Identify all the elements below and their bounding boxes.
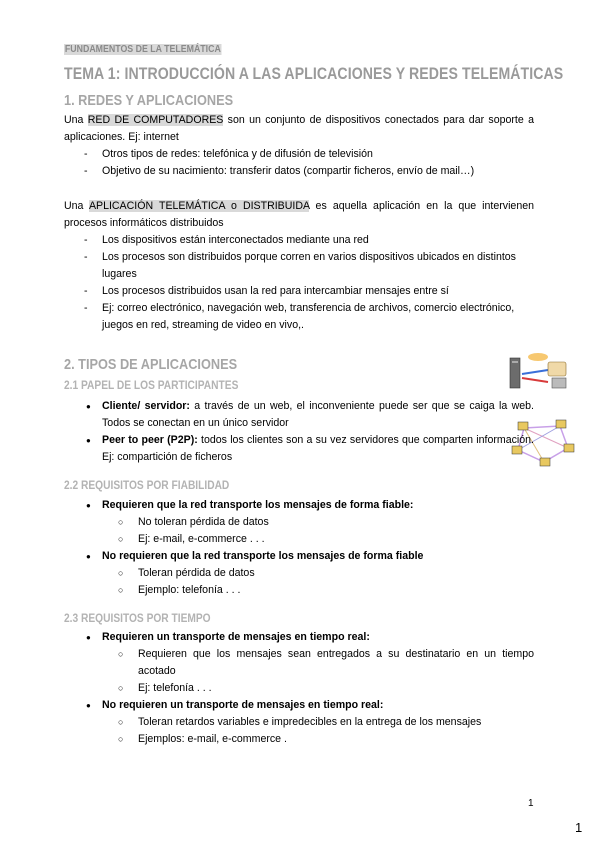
list-fiabilidad-2-sub	[118, 565, 534, 599]
list-item: ● No requieren un transporte de mensajes en tiempo real:	[84, 697, 534, 714]
list-fiabilidad-1-sub	[118, 514, 534, 548]
list-tiempo-2-sub	[118, 714, 534, 748]
highlight-aplicacion: APLICACIÓN TELEMÁTICA o DISTRIBUIDA	[88, 200, 310, 212]
list-redes	[84, 146, 534, 180]
section-2-heading: 2. TIPOS DE APLICACIONES	[64, 356, 238, 373]
highlight-red-computadores: RED DE COMPUTADORES	[87, 114, 224, 126]
list-item: - Los procesos son distribuidos porque corren en varios dispositivos ubicados en distintos lugares	[84, 249, 534, 283]
list-fiabilidad-1	[84, 497, 534, 514]
list-item: ● Cliente/ servidor: a través de un web, el inconveniente puede ser que se caiga la web. Todos se conectan en un único servidor	[84, 398, 534, 432]
list-item: ○ Ej: telefonía . . .	[118, 680, 534, 697]
client-server-image	[508, 352, 570, 398]
section-2-2-heading: 2.2 REQUISITOS POR FIABILIDAD	[64, 478, 230, 492]
list-item: ● Peer to peer (P2P): todos los clientes son a su vez servidores que comparten información. Ej: compartición de ficheros	[84, 432, 534, 466]
list-item: ○ No toleran pérdida de datos	[118, 514, 534, 531]
page-number: 1	[528, 798, 534, 809]
list-item: ○ Ejemplo: telefonía . . .	[118, 582, 534, 599]
list-item: ● Requieren que la red transporte los mensajes de forma fiable:	[84, 497, 534, 514]
list-item: ○ Ej: e-mail, e-commerce . . .	[118, 531, 534, 548]
list-item: ○ Toleran retardos variables e impredecibles en la entrega de los mensajes	[118, 714, 534, 731]
paragraph-red: Una RED DE COMPUTADORES son un conjunto de dispositivos conectados para dar soporte a aplicaciones. Ej: internet	[64, 114, 534, 143]
list-fiabilidad-2	[84, 548, 534, 565]
page-number-outer: 1	[575, 820, 583, 835]
list-aplicacion	[84, 232, 534, 334]
section-2-3-heading: 2.3 REQUISITOS POR TIEMPO	[64, 611, 211, 625]
list-item: - Ej: correo electrónico, navegación web, transferencia de archivos, comercio electrónico, juegos en red, streaming de video en vivo,.	[84, 300, 534, 334]
paragraph-aplicacion: Una APLICACIÓN TELEMÁTICA o DISTRIBUIDA es aquella aplicación en la que intervienen procesos informáticos distribuidos	[64, 200, 534, 229]
section-2-1-heading: 2.1 PAPEL DE LOS PARTICIPANTES	[64, 378, 239, 392]
list-item: - Los dispositivos están interconectados mediante una red	[84, 232, 534, 249]
list-tiempo-2	[84, 697, 534, 714]
course-name: FUNDAMENTOS DE LA TELEMÁTICA	[64, 44, 221, 55]
list-item: - Los procesos distribuidos usan la red para intercambiar mensajes entre sí	[84, 283, 534, 300]
list-item: ● No requieren que la red transporte los mensajes de forma fiable	[84, 548, 534, 565]
list-item: - Objetivo de su nacimiento: transferir datos (compartir ficheros, envío de mail…)	[84, 163, 534, 180]
list-item: ● Requieren un transporte de mensajes en tiempo real:	[84, 629, 534, 646]
list-tiempo-1-sub	[118, 646, 534, 697]
tema-title: TEMA 1: INTRODUCCIÓN A LAS APLICACIONES Y REDES TELEMÁTICAS	[64, 64, 564, 83]
list-item: ○ Toleran pérdida de datos	[118, 565, 534, 582]
list-item: ○ Ejemplos: e-mail, e-commerce .	[118, 731, 534, 748]
section-1-heading: 1. REDES Y APLICACIONES	[64, 92, 234, 109]
list-participantes	[84, 398, 534, 466]
list-item: - Otros tipos de redes: telefónica y de difusión de televisión	[84, 146, 534, 163]
list-item: ○ Requieren que los mensajes sean entregados a su destinatario en un tiempo acotado	[118, 646, 534, 680]
list-tiempo-1	[84, 629, 534, 646]
